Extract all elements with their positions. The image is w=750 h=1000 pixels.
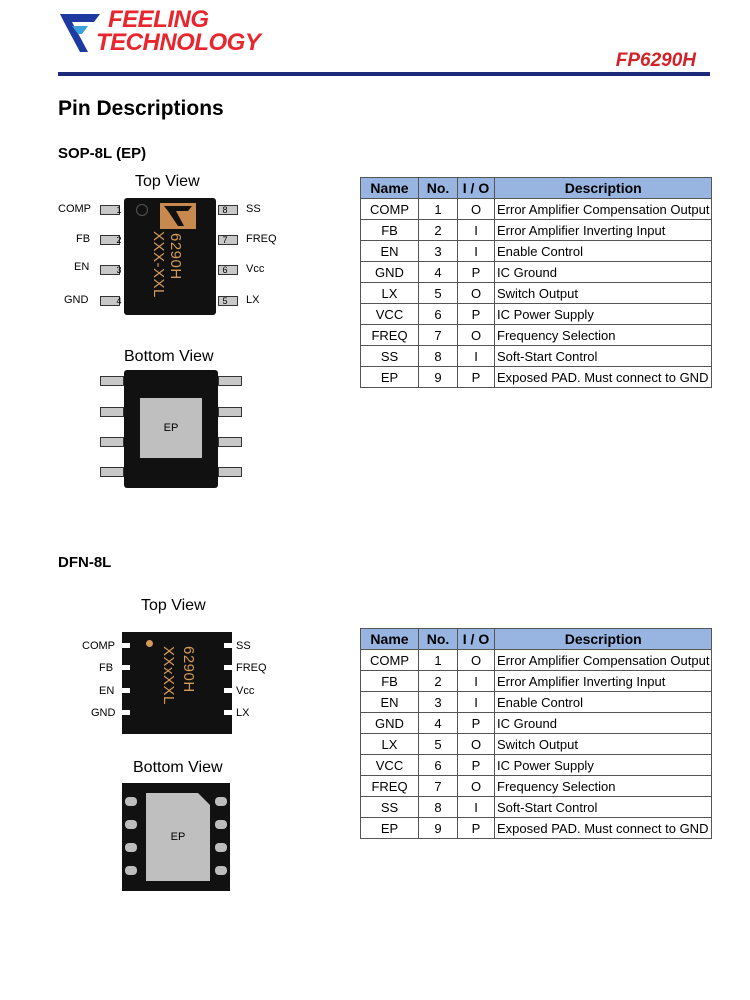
header-rule [58, 72, 710, 76]
cell-io: P [458, 755, 495, 776]
cell-desc: IC Ground [495, 713, 712, 734]
dfn-pad [215, 843, 227, 852]
sop-bottom-view-label: Bottom View [124, 348, 214, 365]
dfn-pin [222, 686, 232, 695]
cell-desc: Error Amplifier Inverting Input [495, 220, 712, 241]
cell-name: FREQ [361, 325, 419, 346]
cell-no: 3 [419, 241, 458, 262]
cell-desc: Enable Control [495, 692, 712, 713]
pin-label-vcc: Vcc [246, 263, 265, 275]
dfn-pad [215, 797, 227, 806]
dfn-chip-marking-1: 6290H [180, 646, 197, 693]
sop-pin-table [360, 177, 712, 388]
cell-desc: Exposed PAD. Must connect to GND [495, 818, 712, 839]
cell-name: EN [361, 241, 419, 262]
cell-no: 2 [419, 220, 458, 241]
table-header-row [361, 629, 712, 650]
cell-no: 1 [419, 199, 458, 220]
sop-chip-marking-2: XXX-XXL [150, 231, 167, 298]
table-row [361, 367, 712, 388]
cell-io: I [458, 346, 495, 367]
dfn-bottom-view-diagram [122, 783, 232, 893]
cell-name: LX [361, 283, 419, 304]
cell-io: O [458, 734, 495, 755]
dfn-pin-table [360, 628, 712, 839]
cell-name: EP [361, 818, 419, 839]
cell-desc: Enable Control [495, 241, 712, 262]
cell-io: O [458, 199, 495, 220]
dfn-pin [222, 641, 232, 650]
pin-number: 2 [116, 235, 122, 245]
table-row [361, 304, 712, 325]
cell-name: COMP [361, 199, 419, 220]
pin-label-ss: SS [236, 640, 251, 652]
cell-no: 4 [419, 262, 458, 283]
cell-io: P [458, 367, 495, 388]
cell-name: LX [361, 734, 419, 755]
cell-io: I [458, 671, 495, 692]
ep-pad: EP [140, 398, 202, 458]
cell-io: O [458, 325, 495, 346]
table-header-row [361, 178, 712, 199]
ep-pad: EP [170, 831, 186, 843]
cell-io: I [458, 797, 495, 818]
table-row [361, 241, 712, 262]
dfn-top-view-diagram [82, 622, 282, 737]
sop-top-view-diagram [58, 195, 308, 320]
sop-bottom-view-diagram [100, 368, 245, 488]
cell-desc: Error Amplifier Compensation Output [495, 650, 712, 671]
cell-no: 6 [419, 755, 458, 776]
pin-label-comp: COMP [58, 203, 91, 215]
table-row [361, 283, 712, 304]
sop-chip-marking-1: 6290H [167, 233, 184, 280]
sop-pin [100, 437, 124, 447]
dfn-pad [215, 866, 227, 875]
sop-pin [100, 467, 124, 477]
cell-no: 8 [419, 797, 458, 818]
dfn-pin [122, 641, 132, 650]
pin-label-ss: SS [246, 203, 261, 215]
col-description: Description [495, 178, 712, 199]
cell-no: 9 [419, 367, 458, 388]
dfn-pin [222, 708, 232, 717]
dfn-chip-body [122, 632, 232, 734]
cell-no: 6 [419, 304, 458, 325]
pin-label-fb: FB [76, 233, 91, 245]
dfn-pin [222, 663, 232, 672]
logo-text-line1: FEELING [108, 6, 209, 33]
col-name: Name [361, 178, 419, 199]
cell-desc: Error Amplifier Compensation Output [495, 199, 712, 220]
cell-desc: Soft-Start Control [495, 346, 712, 367]
dfn-pin [122, 663, 132, 672]
pin-label-en: EN [99, 685, 115, 697]
sop-top-view-label: Top View [135, 173, 200, 190]
dfn-pad [125, 843, 137, 852]
cell-desc: IC Power Supply [495, 755, 712, 776]
cell-io: I [458, 241, 495, 262]
sop-pin [218, 376, 242, 386]
pin-label-en: EN [74, 261, 90, 273]
dfn-pad [125, 820, 137, 829]
cell-io: P [458, 262, 495, 283]
sop-pin [100, 376, 124, 386]
pin-number: 1 [116, 205, 122, 215]
dfn-bottom-view-label: Bottom View [133, 759, 223, 776]
cell-io: P [458, 713, 495, 734]
cell-name: GND [361, 262, 419, 283]
pin-label-vcc: Vcc [236, 685, 255, 697]
table-row [361, 671, 712, 692]
pin-label-comp: COMP [82, 640, 115, 652]
pin-label-gnd: GND [64, 294, 89, 306]
cell-name: VCC [361, 304, 419, 325]
pin-label-gnd: GND [91, 707, 116, 719]
cell-io: P [458, 818, 495, 839]
sop-pin [100, 407, 124, 417]
sop-heading: SOP-8L (EP) [58, 145, 147, 162]
table-row [361, 713, 712, 734]
cell-desc: Frequency Selection [495, 776, 712, 797]
dfn-pin [122, 708, 132, 717]
sop-pin [218, 467, 242, 477]
dfn-pad [125, 797, 137, 806]
cell-name: SS [361, 797, 419, 818]
table-row [361, 818, 712, 839]
pin1-dot-icon [136, 204, 148, 216]
pin-number: 4 [116, 296, 122, 306]
cell-name: SS [361, 346, 419, 367]
cell-desc: IC Power Supply [495, 304, 712, 325]
table-row [361, 199, 712, 220]
pin-label-lx: LX [236, 707, 250, 719]
pin-label-freq: FREQ [236, 662, 267, 674]
pin-number: 7 [222, 235, 228, 245]
table-row [361, 346, 712, 367]
cell-io: I [458, 220, 495, 241]
part-number: FP6290H [615, 50, 696, 71]
cell-name: FREQ [361, 776, 419, 797]
pin-number: 5 [222, 296, 228, 306]
pin1-dot-icon [146, 640, 153, 647]
cell-desc: Error Amplifier Inverting Input [495, 671, 712, 692]
col-name: Name [361, 629, 419, 650]
col-io: I / O [458, 629, 495, 650]
pin-label-freq: FREQ [246, 233, 277, 245]
logo-text-line2: TECHNOLOGY [96, 29, 261, 56]
cell-name: FB [361, 671, 419, 692]
chip-logo-icon [160, 203, 196, 229]
col-description: Description [495, 629, 712, 650]
cell-desc: IC Ground [495, 262, 712, 283]
table-row [361, 734, 712, 755]
dfn-pin [122, 686, 132, 695]
pin-number: 3 [116, 265, 122, 275]
cell-no: 4 [419, 713, 458, 734]
cell-io: O [458, 650, 495, 671]
sop-pin [218, 407, 242, 417]
cell-no: 2 [419, 671, 458, 692]
pin-label-fb: FB [99, 662, 114, 674]
cell-io: O [458, 776, 495, 797]
cell-no: 9 [419, 818, 458, 839]
table-row [361, 325, 712, 346]
table-row [361, 797, 712, 818]
cell-io: O [458, 283, 495, 304]
cell-no: 5 [419, 283, 458, 304]
table-row [361, 755, 712, 776]
dfn-pad [215, 820, 227, 829]
dfn-chip-marking-2: XXxXXL [160, 646, 177, 705]
cell-name: VCC [361, 755, 419, 776]
table-row [361, 650, 712, 671]
cell-no: 1 [419, 650, 458, 671]
cell-no: 3 [419, 692, 458, 713]
cell-no: 8 [419, 346, 458, 367]
cell-desc: Exposed PAD. Must connect to GND [495, 367, 712, 388]
cell-no: 7 [419, 325, 458, 346]
cell-name: EN [361, 692, 419, 713]
cell-desc: Switch Output [495, 283, 712, 304]
table-row [361, 262, 712, 283]
cell-name: GND [361, 713, 419, 734]
col-io: I / O [458, 178, 495, 199]
cell-desc: Soft-Start Control [495, 797, 712, 818]
table-row [361, 692, 712, 713]
cell-name: FB [361, 220, 419, 241]
pin-number: 6 [222, 265, 228, 275]
col-no: No. [419, 178, 458, 199]
pin-number: 8 [222, 205, 228, 215]
table-row [361, 776, 712, 797]
cell-name: EP [361, 367, 419, 388]
cell-name: COMP [361, 650, 419, 671]
cell-io: P [458, 304, 495, 325]
dfn-top-view-label: Top View [141, 597, 206, 614]
col-no: No. [419, 629, 458, 650]
table-row [361, 220, 712, 241]
cell-no: 5 [419, 734, 458, 755]
pin-label-lx: LX [246, 294, 260, 306]
dfn-pad [125, 866, 137, 875]
cell-desc: Switch Output [495, 734, 712, 755]
sop-pin [218, 437, 242, 447]
page-title: Pin Descriptions [58, 97, 224, 120]
cell-no: 7 [419, 776, 458, 797]
cell-desc: Frequency Selection [495, 325, 712, 346]
dfn-heading: DFN-8L [58, 554, 112, 571]
cell-io: I [458, 692, 495, 713]
